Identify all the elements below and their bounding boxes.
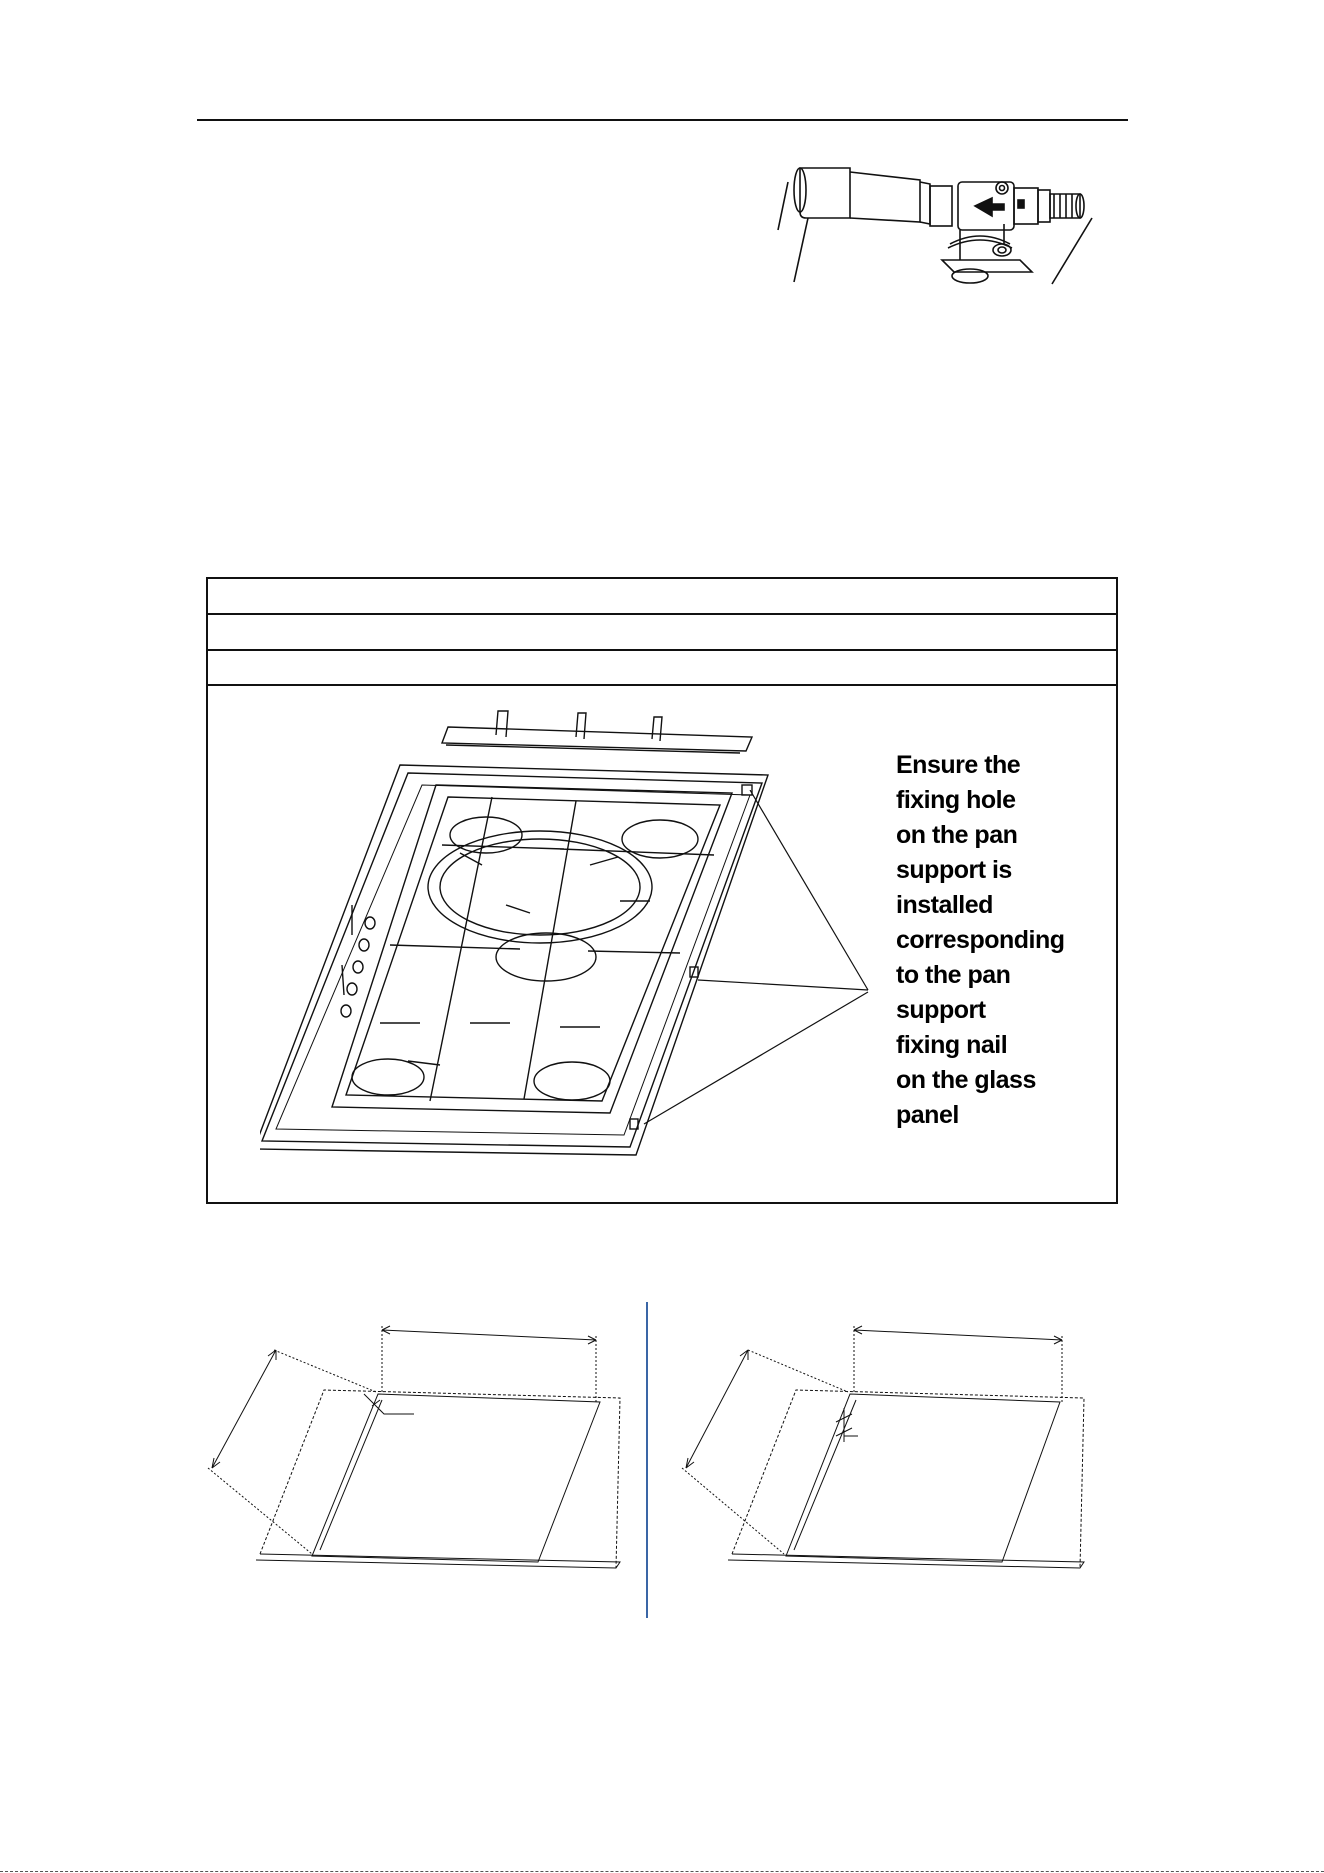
note-line: fixing hole — [896, 786, 1016, 814]
gas-regulator-illustration — [770, 160, 1150, 350]
note-line: on the pan — [896, 821, 1018, 849]
note-line: fixing nail — [896, 1031, 1008, 1059]
note-line: installed — [896, 891, 993, 919]
pan-support-fixing-note — [896, 748, 1096, 1133]
note-line: on the glass — [896, 1066, 1036, 1094]
note-line: to the pan — [896, 961, 1011, 989]
header-rule — [197, 119, 1128, 121]
table-row-rule — [208, 649, 1116, 651]
note-line: Ensure the — [896, 751, 1021, 779]
cutout-dimension-diagram-left — [196, 1310, 636, 1590]
table-row-rule — [208, 684, 1116, 686]
column-divider — [646, 1302, 648, 1618]
fixing-point-leader-lines — [640, 790, 900, 1150]
note-line: support is — [896, 856, 1012, 884]
cutout-dimension-diagram-right — [676, 1310, 1096, 1590]
table-row-rule — [208, 613, 1116, 615]
footer-rule — [0, 1871, 1324, 1872]
note-line: corresponding — [896, 926, 1065, 954]
note-line: support — [896, 996, 986, 1024]
note-line: panel — [896, 1101, 959, 1129]
